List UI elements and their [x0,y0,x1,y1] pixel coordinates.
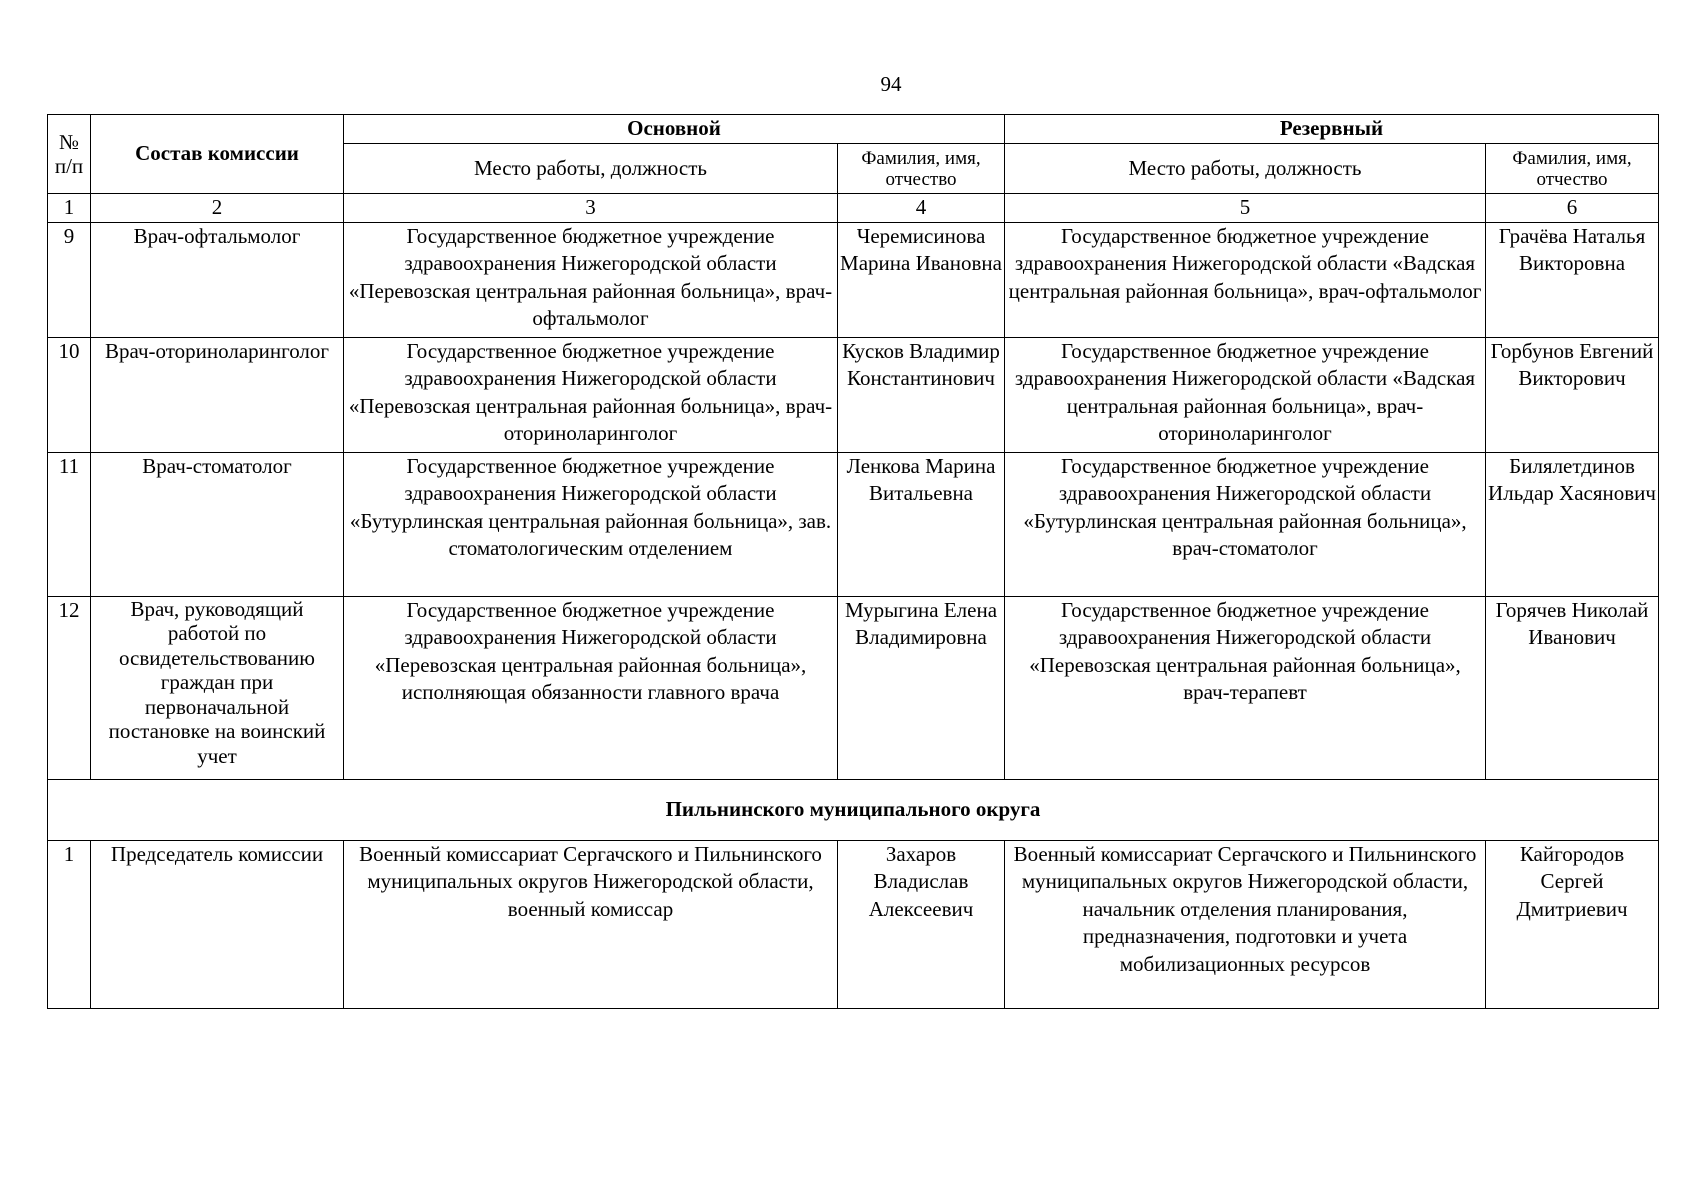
table-row [48,840,1659,1008]
row-num: 1 [48,840,91,1008]
row-num: 12 [48,596,91,779]
row-main-fio: Черемисинова Марина Ивановна [838,222,1005,337]
row-main-workplace: Военный комиссариат Сергачского и Пильнинского муниципальных округов Нижегородской области, военный комиссар [344,840,838,1008]
row-num: 11 [48,452,91,596]
row-reserve-fio: Кайгородов Сергей Дмитриевич [1486,840,1659,1008]
col-number: 3 [344,194,838,223]
row-role: Врач-оториноларинголог [91,337,344,452]
col-number: 4 [838,194,1005,223]
col-number: 5 [1005,194,1486,223]
row-reserve-fio: Горячев Николай Иванович [1486,596,1659,779]
header-main: Основной [344,115,1005,144]
header-row-1 [48,115,1659,144]
commission-table [47,114,1659,1009]
row-reserve-workplace: Государственное бюджетное учреждение здравоохранения Нижегородской области «Вадская центральная районная больница», врач-оториноларинголог [1005,337,1486,452]
col-number: 1 [48,194,91,223]
header-main-fio: Фамилия, имя, отчество [838,144,1005,194]
column-numbers-row [48,194,1659,223]
row-num: 10 [48,337,91,452]
row-reserve-fio: Грачёва Наталья Викторовна [1486,222,1659,337]
row-num: 9 [48,222,91,337]
table-row [48,596,1659,779]
row-role: Врач, руководящий работой по освидетельствованию граждан при первоначальной постановке на воинский учет [91,596,344,779]
page-number: 94 [880,72,902,96]
row-main-workplace: Государственное бюджетное учреждение здравоохранения Нижегородской области «Перевозская центральная районная больница», врач-оториноларинголог [344,337,838,452]
row-main-fio: Кусков Владимир Константинович [838,337,1005,452]
row-main-workplace: Государственное бюджетное учреждение здравоохранения Нижегородской области «Перевозская центральная районная больница», исполняющая обязанности главного врача [344,596,838,779]
row-role: Врач-стоматолог [91,452,344,596]
header-composition: Состав комиссии [91,115,344,194]
row-role: Врач-офтальмолог [91,222,344,337]
header-reserve-workplace: Место работы, должность [1005,144,1486,194]
row-reserve-workplace: Государственное бюджетное учреждение здравоохранения Нижегородской области «Вадская центральная районная больница», врач-офтальмолог [1005,222,1486,337]
row-reserve-workplace: Государственное бюджетное учреждение здравоохранения Нижегородской области «Перевозская центральная районная больница», врач-терапевт [1005,596,1486,779]
row-main-workplace: Государственное бюджетное учреждение здравоохранения Нижегородской области «Перевозская центральная районная больница», врач-офтальмолог [344,222,838,337]
row-main-fio: Мурыгина Елена Владимировна [838,596,1005,779]
row-reserve-fio: Билялетдинов Ильдар Хасянович [1486,452,1659,596]
table-row [48,452,1659,596]
row-reserve-workplace: Военный комиссариат Сергачского и Пильнинского муниципальных округов Нижегородской области, начальник отделения планирования, предназначения, подготовки и учета мобилизационных ресурсов [1005,840,1486,1008]
header-reserve: Резервный [1005,115,1659,144]
col-number: 2 [91,194,344,223]
row-reserve-fio: Горбунов Евгений Викторович [1486,337,1659,452]
row-role: Председатель комиссии [91,840,344,1008]
header-num: № п/п [48,115,91,194]
header-reserve-fio: Фамилия, имя, отчество [1486,144,1659,194]
row-main-fio: Захаров Владислав Алексеевич [838,840,1005,1008]
row-reserve-workplace: Государственное бюджетное учреждение здравоохранения Нижегородской области «Бутурлинская центральная районная больница», врач-стоматолог [1005,452,1486,596]
table-row [48,337,1659,452]
row-main-workplace: Государственное бюджетное учреждение здравоохранения Нижегородской области «Бутурлинская центральная районная больница», зав. стоматологическим отделением [344,452,838,596]
table-row [48,222,1659,337]
row-main-fio: Ленкова Марина Витальевна [838,452,1005,596]
section-row [48,779,1659,840]
col-number: 6 [1486,194,1659,223]
header-main-workplace: Место работы, должность [344,144,838,194]
section-title: Пильнинского муниципального округа [48,779,1659,840]
